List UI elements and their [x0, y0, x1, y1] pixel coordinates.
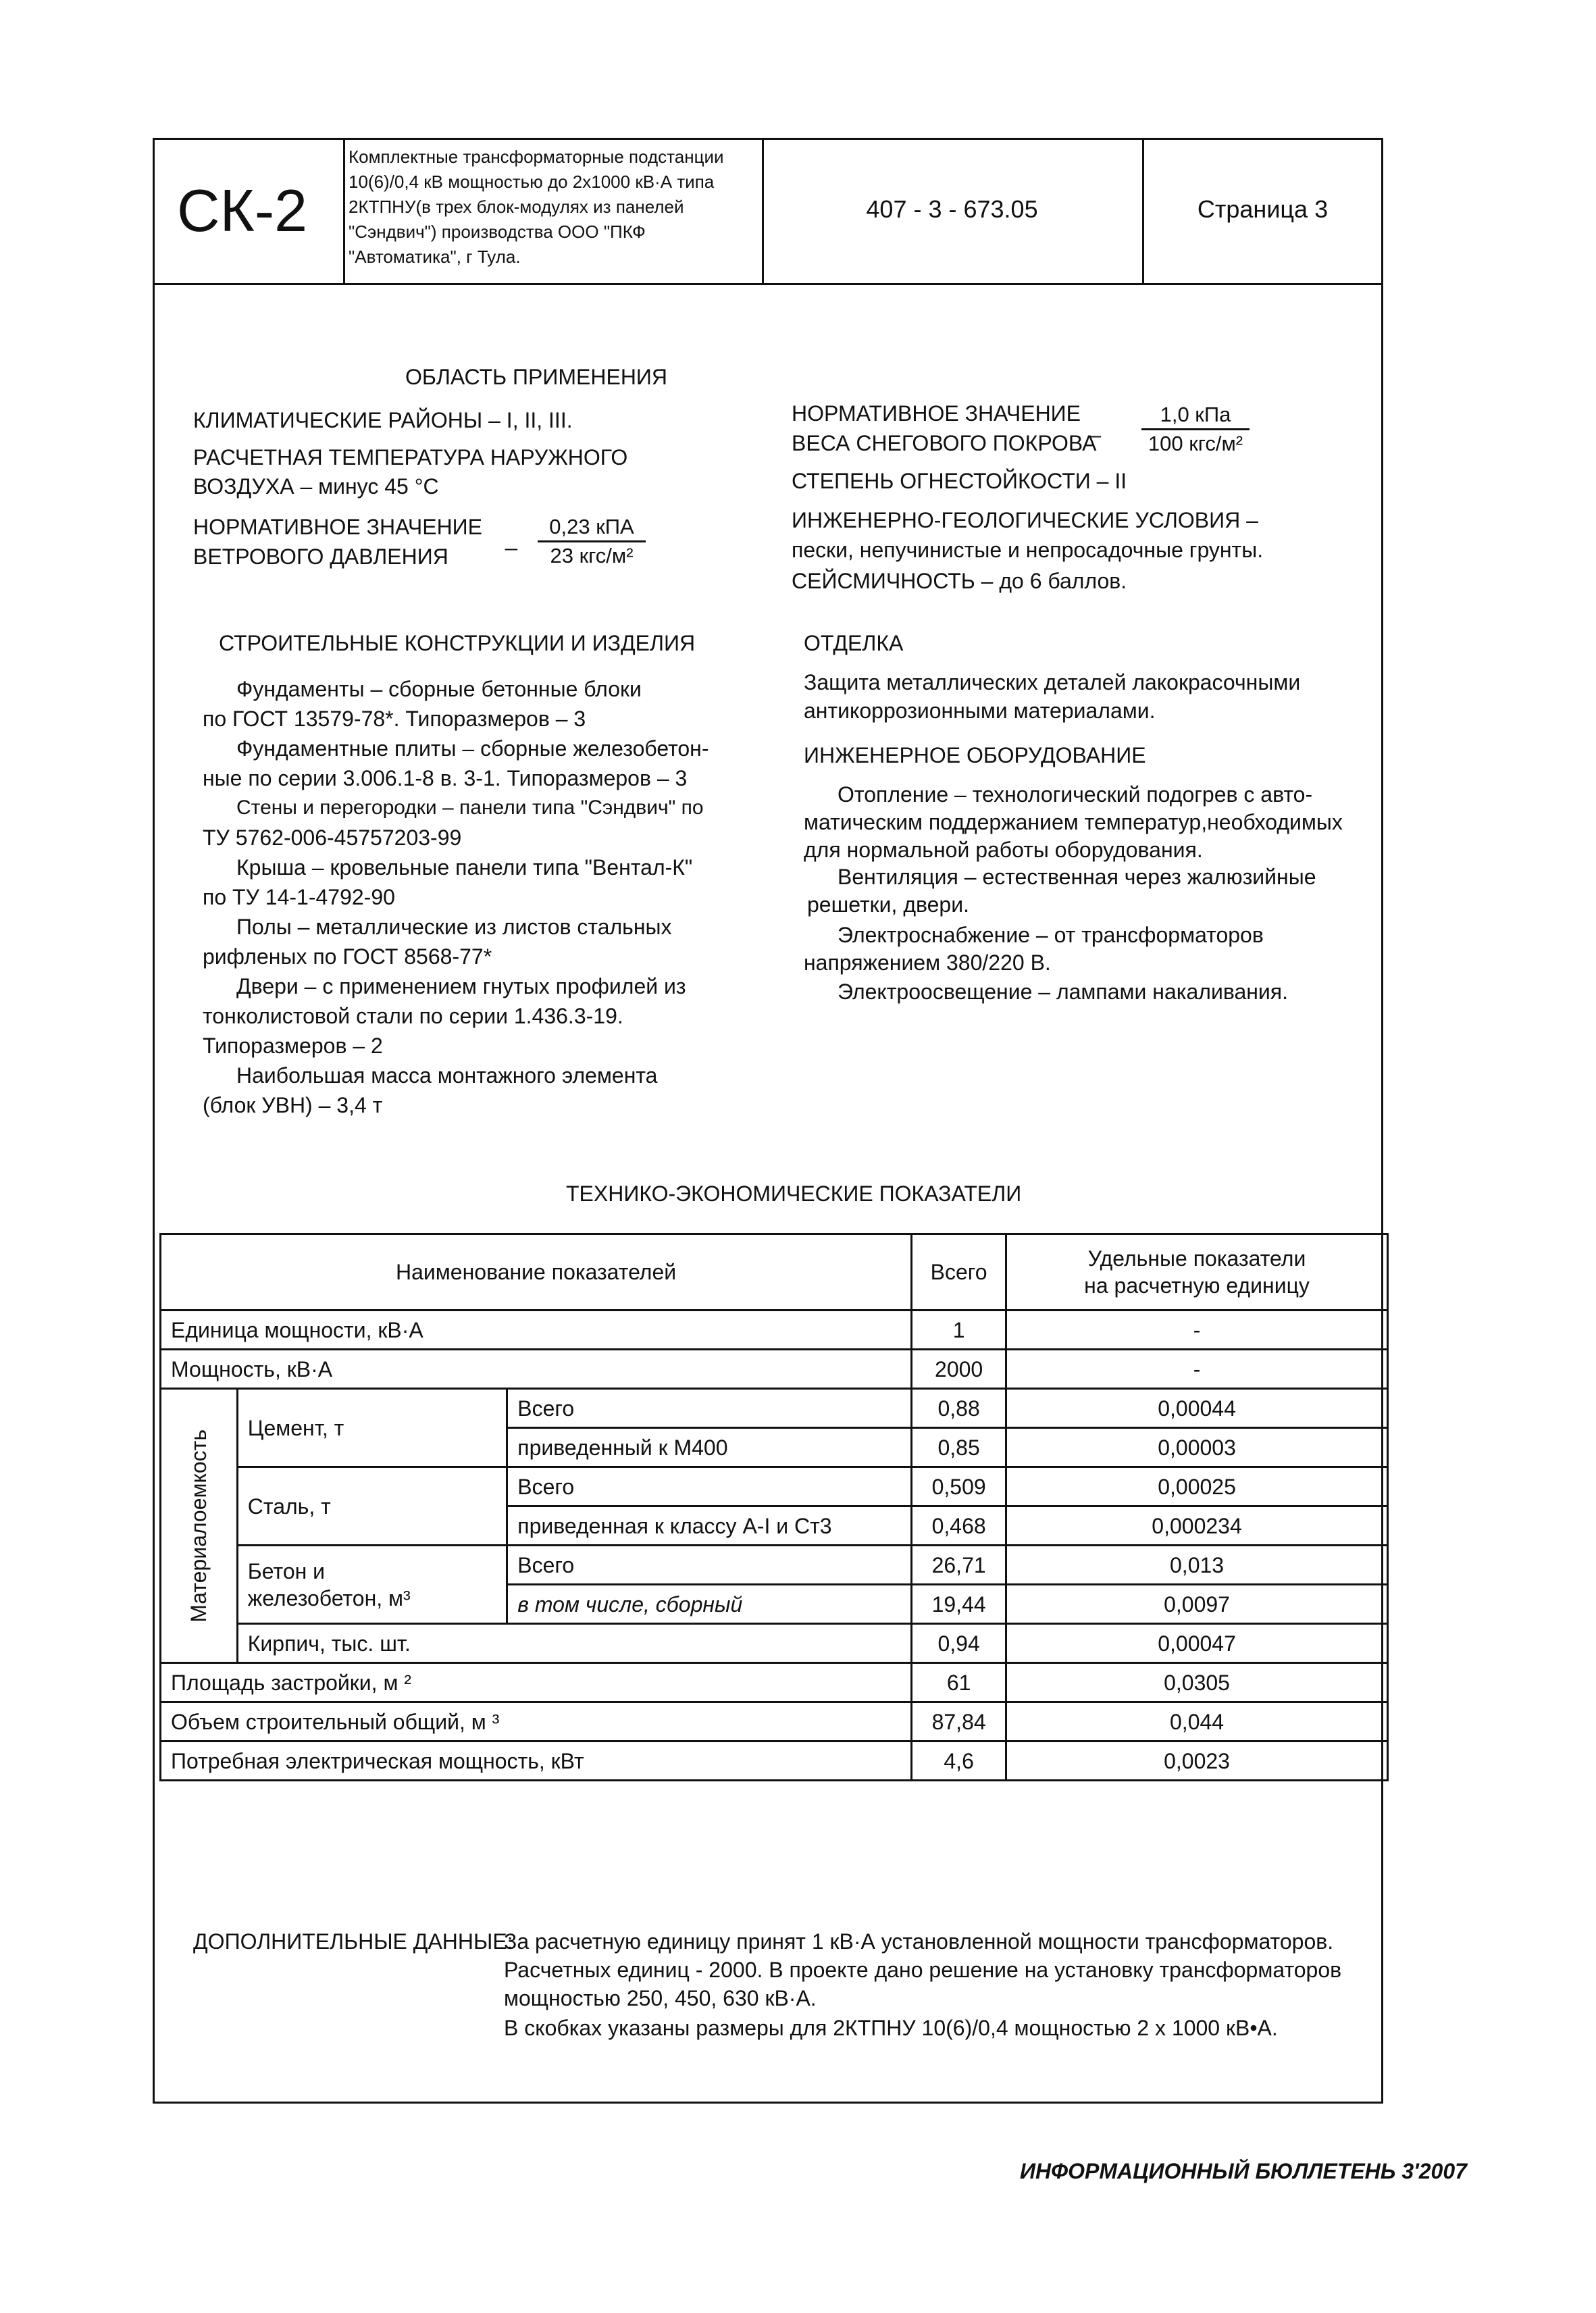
constructions-title: СТРОИТЕЛЬНЫЕ КОНСТРУКЦИИ И ИЗДЕЛИЯ	[219, 631, 696, 655]
tep-table	[159, 1233, 1389, 1781]
materials-cell	[161, 1389, 238, 1663]
fraction-dash: _	[1089, 413, 1101, 438]
table-row	[161, 1702, 1388, 1742]
temp-line-1: РАСЧЕТНАЯ ТЕМПЕРАТУРА НАРУЖНОГО	[193, 445, 628, 469]
table-header-row	[161, 1234, 1388, 1311]
wind-line-2: ВЕТРОВОГО ДАВЛЕНИЯ	[193, 544, 448, 569]
row-unit: 0,00025	[1006, 1467, 1388, 1506]
equipment-line: напряжением 380/220 В.	[804, 950, 1051, 975]
constr-line: Крыша – кровельные панели типа "Вентал-К"	[236, 855, 693, 880]
header-description: Комплектные трансформаторные подстанции 10(6)/0,4 кВ мощностью до 2х1000 кВ·А типа 2КТПНУ(в трех блок-модулях из панелей "Сэндвич") производства ООО "ПКФ "Автоматика", г Тула.	[349, 147, 724, 267]
row-total: 0,88	[912, 1389, 1006, 1428]
table-row	[161, 1350, 1388, 1389]
row-name: Объем строительный общий, м ³	[161, 1702, 912, 1742]
wind-line-1: НОРМАТИВНОЕ ЗНАЧЕНИЕ	[193, 515, 483, 539]
table-row	[161, 1467, 1388, 1506]
row-unit: 0,0097	[1006, 1585, 1388, 1624]
table-row	[161, 1663, 1388, 1702]
extra-line: Расчетных единиц - 2000. В проекте дано решение на установку трансформаторов	[504, 1958, 1342, 1982]
row-unit: 0,044	[1006, 1702, 1388, 1742]
row-total: 0,94	[912, 1624, 1006, 1663]
wind-fraction	[538, 513, 646, 569]
constr-line: Наибольшая масса монтажного элемента	[236, 1063, 658, 1088]
extra-line: мощностью 250, 450, 630 кВ·А.	[504, 1986, 817, 2010]
snow-numerator: 1,0 кПа	[1141, 401, 1250, 430]
row-unit: 0,00047	[1006, 1624, 1388, 1663]
row-unit: 0,00044	[1006, 1389, 1388, 1428]
table-row	[161, 1742, 1388, 1781]
row-name: Единица мощности, кВ·А	[161, 1311, 912, 1350]
constr-line: по ГОСТ 13579-78*. Типоразмеров – 3	[203, 707, 586, 731]
snow-fraction	[1141, 401, 1250, 457]
finishing-line-2: антикоррозионными материалами.	[804, 698, 1156, 723]
constr-line: рифленых по ГОСТ 8568-77*	[203, 944, 492, 969]
row-subname: Всего	[507, 1389, 912, 1428]
tep-title: ТЕХНИКО-ЭКОНОМИЧЕСКИЕ ПОКАЗАТЕЛИ	[566, 1181, 1022, 1206]
col-unit-header-1: Удельные показатели	[1087, 1246, 1306, 1271]
row-total: 2000	[912, 1350, 1006, 1389]
constr-line: Двери – с применением гнутых профилей из	[236, 974, 686, 998]
constr-line: по ТУ 14-1-4792-90	[203, 885, 395, 909]
wind-numerator: 0,23 кПА	[538, 513, 646, 542]
col-total-header: Всего	[912, 1234, 1006, 1311]
snow-line-2: ВЕСА СНЕГОВОГО ПОКРОВА	[792, 431, 1097, 455]
geo-line-2: пески, непучинистые и непросадочные грунты.	[792, 538, 1264, 562]
row-unit: 0,0305	[1006, 1663, 1388, 1702]
row-unit: 0,0023	[1006, 1742, 1388, 1781]
equipment-line: для нормальной работы оборудования.	[804, 838, 1203, 862]
extra-label: ДОПОЛНИТЕЛЬНЫЕ ДАННЫЕ:	[193, 1929, 513, 1954]
row-total: 19,44	[912, 1585, 1006, 1624]
row-total: 0,85	[912, 1428, 1006, 1467]
row-subname: в том числе, сборный	[507, 1585, 912, 1624]
table-row	[161, 1389, 1388, 1428]
seismic: СЕЙСМИЧНОСТЬ – до 6 баллов.	[792, 569, 1127, 593]
row-total: 1	[912, 1311, 1006, 1350]
equipment-line: решетки, двери.	[807, 892, 969, 917]
col-unit-header	[1006, 1234, 1388, 1311]
row-unit: -	[1006, 1350, 1388, 1389]
row-subname: Всего	[507, 1546, 912, 1585]
row-total: 0,509	[912, 1467, 1006, 1506]
row-unit: 0,00003	[1006, 1428, 1388, 1467]
equipment-line: Отопление – технологический подогрев с авто-	[838, 782, 1313, 807]
constr-line: ТУ 5762-006-45757203-99	[203, 825, 462, 850]
row-total: 4,6	[912, 1742, 1006, 1781]
finishing-title: ОТДЕЛКА	[804, 631, 904, 655]
row-name	[237, 1546, 507, 1624]
title-block	[153, 138, 1383, 285]
row-unit: 0,000234	[1006, 1506, 1388, 1546]
fire-resistance: СТЕПЕНЬ ОГНЕСТОЙКОСТИ – II	[792, 469, 1127, 493]
constr-line: ные по серии 3.006.1-8 в. 3-1. Типоразмеров – 3	[203, 766, 688, 790]
snow-line-1: НОРМАТИВНОЕ ЗНАЧЕНИЕ	[792, 401, 1081, 426]
constr-line: Фундаментные плиты – сборные железобетон-	[236, 736, 709, 761]
table-row	[161, 1624, 1388, 1663]
wind-denominator: 23 кгс/м²	[550, 544, 634, 567]
row-name: Кирпич, тыс. шт.	[237, 1624, 911, 1663]
row-total: 61	[912, 1663, 1006, 1702]
bulletin-footer: ИНФОРМАЦИОННЫЙ БЮЛЛЕТЕНЬ 3'2007	[1020, 2159, 1467, 2183]
concrete-name-1: Бетон и	[247, 1558, 326, 1583]
row-total: 0,468	[912, 1506, 1006, 1546]
row-total: 87,84	[912, 1702, 1006, 1742]
col-name-header: Наименование показателей	[161, 1234, 912, 1311]
divider	[343, 138, 345, 285]
equipment-line: Вентиляция – естественная через жалюзийные	[838, 865, 1316, 889]
row-unit: -	[1006, 1311, 1388, 1350]
equipment-line: матическим поддержанием температур,необходимых	[804, 810, 1343, 834]
constr-line: Типоразмеров – 2	[203, 1034, 383, 1058]
row-subname: Всего	[507, 1467, 912, 1506]
climate-regions: КЛИМАТИЧЕСКИЕ РАЙОНЫ – I, II, III.	[193, 408, 573, 432]
row-name: Цемент, т	[237, 1389, 507, 1467]
fraction-dash: _	[505, 526, 517, 551]
row-unit: 0,013	[1006, 1546, 1388, 1585]
row-name: Потребная электрическая мощность, кВт	[161, 1742, 912, 1781]
finishing-line-1: Защита металлических деталей лакокрасочными	[804, 670, 1301, 694]
equipment-line: Электроснабжение – от трансформаторов	[838, 923, 1264, 947]
row-total: 26,71	[912, 1546, 1006, 1585]
materials-label: Материалоемкость	[186, 1429, 211, 1623]
row-subname: приведенная к классу А-I и Ст3	[507, 1506, 912, 1546]
geo-line-1: ИНЖЕНЕРНО-ГЕОЛОГИЧЕСКИЕ УСЛОВИЯ –	[792, 508, 1258, 532]
constr-line: Фундаменты – сборные бетонные блоки	[236, 677, 642, 701]
scope-title: ОБЛАСТЬ ПРИМЕНЕНИЯ	[405, 365, 668, 389]
extra-line: За расчетную единицу принят 1 кВ·А установленной мощности трансформаторов.	[504, 1929, 1334, 1954]
extra-line: В скобках указаны размеры для 2КТПНУ 10(6)/0,4 мощностью 2 х 1000 кВ•А.	[504, 2016, 1278, 2040]
constr-line: Стены и перегородки – панели типа "Сэндвич" по	[236, 796, 704, 819]
col-unit-header-2: на расчетную единицу	[1084, 1273, 1310, 1298]
row-subname: приведенный к М400	[507, 1428, 912, 1467]
equipment-title: ИНЖЕНЕРНОЕ ОБОРУДОВАНИЕ	[804, 743, 1146, 767]
temp-line-2: ВОЗДУХА – минус 45 °С	[193, 474, 439, 499]
sheet-code: СК-2	[177, 177, 308, 244]
page-number: Страница 3	[1197, 195, 1329, 223]
constr-line: Полы – металлические из листов стальных	[236, 915, 672, 939]
equipment-line: Электроосвещение – лампами накаливания.	[838, 980, 1289, 1004]
doc-number: 407 - 3 - 673.05	[866, 195, 1038, 223]
row-name: Мощность, кВ·А	[161, 1350, 912, 1389]
concrete-name-2: железобетон, м³	[247, 1585, 411, 1610]
table-row	[161, 1311, 1388, 1350]
row-name: Площадь застройки, м ²	[161, 1663, 912, 1702]
constr-line: тонколистовой стали по серии 1.436.3-19.	[203, 1004, 623, 1028]
table-row	[161, 1546, 1388, 1585]
snow-denominator: 100 кгс/м²	[1148, 432, 1243, 455]
row-name: Сталь, т	[237, 1467, 507, 1546]
constr-line: (блок УВН) – 3,4 т	[203, 1093, 383, 1117]
